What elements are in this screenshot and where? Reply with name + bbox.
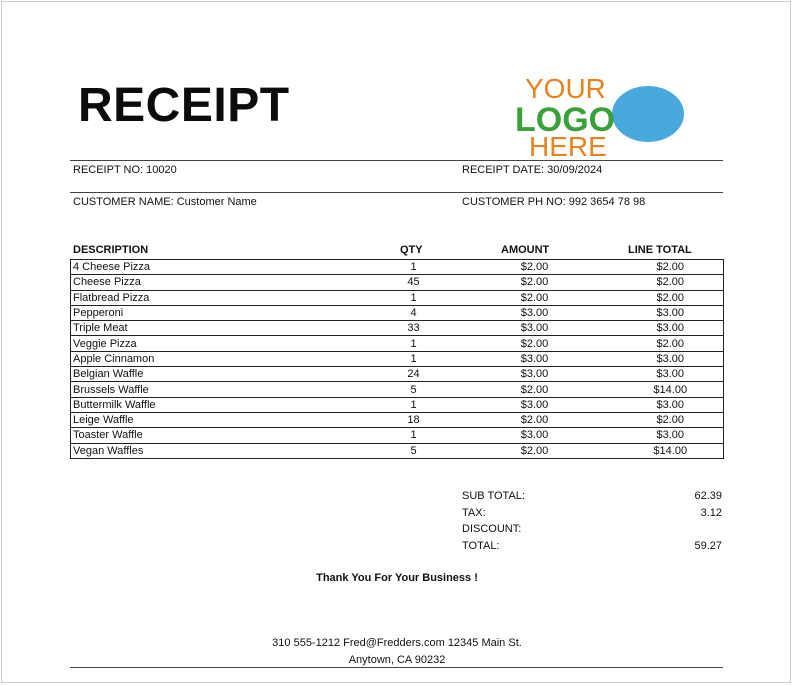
item-description: Toaster Waffle	[71, 428, 376, 443]
customer-phone-label: CUSTOMER PH NO:	[462, 196, 566, 208]
item-description: Pepperoni	[71, 305, 376, 320]
total-value: 59.27	[694, 540, 722, 552]
divider-middle	[70, 192, 723, 193]
item-amount: $2.00	[452, 260, 618, 275]
item-line-total: $3.00	[618, 321, 724, 336]
item-amount: $3.00	[452, 428, 618, 443]
item-description: Vegan Waffles	[71, 443, 376, 458]
divider-top	[70, 160, 723, 161]
table-row	[71, 351, 724, 366]
item-qty: 5	[376, 382, 452, 397]
table-row	[71, 443, 724, 458]
item-qty: 1	[376, 351, 452, 366]
item-amount: $3.00	[452, 321, 618, 336]
table-row	[71, 428, 724, 443]
item-line-total: $3.00	[618, 428, 724, 443]
item-line-total: $2.00	[618, 275, 724, 290]
item-amount: $2.00	[452, 443, 618, 458]
item-amount: $3.00	[452, 367, 618, 382]
item-amount: $2.00	[452, 336, 618, 351]
item-qty: 1	[376, 428, 452, 443]
item-line-total: $3.00	[618, 397, 724, 412]
tax-value: 3.12	[700, 507, 722, 519]
logo-line-logo: LOGO	[515, 101, 616, 139]
logo-blue-ellipse	[612, 86, 684, 142]
item-qty: 5	[376, 443, 452, 458]
item-description: Brussels Waffle	[71, 382, 376, 397]
item-qty: 1	[376, 290, 452, 305]
item-qty: 4	[376, 305, 452, 320]
item-line-total: $2.00	[618, 412, 724, 427]
item-line-total: $2.00	[618, 290, 724, 305]
receipt-date-value: 30/09/2024	[547, 164, 603, 176]
footer-address: Anytown, CA 90232	[348, 654, 446, 666]
item-description: Flatbread Pizza	[71, 290, 376, 305]
item-description: Belgian Waffle	[71, 367, 376, 382]
item-description: Cheese Pizza	[71, 275, 376, 290]
receipt-date	[462, 164, 602, 176]
item-line-total: $3.00	[618, 351, 724, 366]
item-line-total: $14.00	[618, 382, 724, 397]
item-qty: 1	[376, 260, 452, 275]
items-table	[70, 259, 724, 459]
table-row	[71, 382, 724, 397]
item-line-total: $2.00	[618, 336, 724, 351]
column-header-amount: AMOUNT	[501, 244, 550, 256]
table-row	[71, 397, 724, 412]
table-row	[71, 260, 724, 275]
item-amount: $2.00	[452, 412, 618, 427]
item-description: Apple Cinnamon	[71, 351, 376, 366]
customer-name-value: Customer Name	[176, 196, 257, 208]
receipt-title: RECEIPT	[78, 79, 290, 132]
tax-label: TAX:	[462, 507, 486, 519]
customer-phone-value: 992 3654 78 98	[568, 196, 646, 208]
logo-graphic	[513, 70, 689, 158]
item-description: Leige Waffle	[71, 412, 376, 427]
item-amount: $2.00	[452, 290, 618, 305]
logo-line-here: HERE	[529, 131, 607, 158]
column-header-description: DESCRIPTION	[73, 244, 149, 256]
customer-name-label: CUSTOMER NAME:	[73, 196, 174, 208]
customer-name	[73, 196, 257, 208]
receipt-number-value: 10020	[146, 164, 177, 176]
items-table-body	[71, 260, 724, 459]
item-amount: $3.00	[452, 305, 618, 320]
subtotal-value: 62.39	[694, 490, 722, 502]
table-row	[71, 367, 724, 382]
item-description: Buttermilk Waffle	[71, 397, 376, 412]
item-amount: $2.00	[452, 382, 618, 397]
item-amount: $3.00	[452, 397, 618, 412]
table-row	[71, 321, 724, 336]
item-description: Triple Meat	[71, 321, 376, 336]
divider-bottom	[70, 667, 723, 668]
item-qty: 24	[376, 367, 452, 382]
company-logo	[513, 70, 689, 158]
table-row	[71, 305, 724, 320]
item-description: Veggie Pizza	[71, 336, 376, 351]
receipt-date-label: RECEIPT DATE:	[462, 164, 545, 176]
customer-phone	[462, 196, 645, 208]
item-amount: $3.00	[452, 351, 618, 366]
table-row	[71, 275, 724, 290]
column-header-qty: QTY	[400, 244, 423, 256]
item-qty: 1	[376, 336, 452, 351]
item-line-total: $2.00	[618, 260, 724, 275]
item-qty: 45	[376, 275, 452, 290]
column-header-line-total: LINE TOTAL	[628, 244, 692, 256]
item-line-total: $14.00	[618, 443, 724, 458]
receipt-number	[73, 164, 177, 176]
discount-label: DISCOUNT:	[462, 523, 522, 535]
item-qty: 18	[376, 412, 452, 427]
item-line-total: $3.00	[618, 367, 724, 382]
item-line-total: $3.00	[618, 305, 724, 320]
item-qty: 1	[376, 397, 452, 412]
subtotal-label: SUB TOTAL:	[462, 490, 525, 502]
receipt-number-label: RECEIPT NO:	[73, 164, 144, 176]
table-row	[71, 412, 724, 427]
table-row	[71, 290, 724, 305]
logo-line-your: YOUR	[525, 73, 606, 104]
thank-you-message: Thank You For Your Business !	[316, 572, 478, 584]
item-qty: 33	[376, 321, 452, 336]
footer-contact: 310 555-1212 Fred@Fredders.com 12345 Main St.	[272, 637, 522, 649]
item-description: 4 Cheese Pizza	[71, 260, 376, 275]
item-amount: $2.00	[452, 275, 618, 290]
table-row	[71, 336, 724, 351]
total-label: TOTAL:	[462, 540, 500, 552]
